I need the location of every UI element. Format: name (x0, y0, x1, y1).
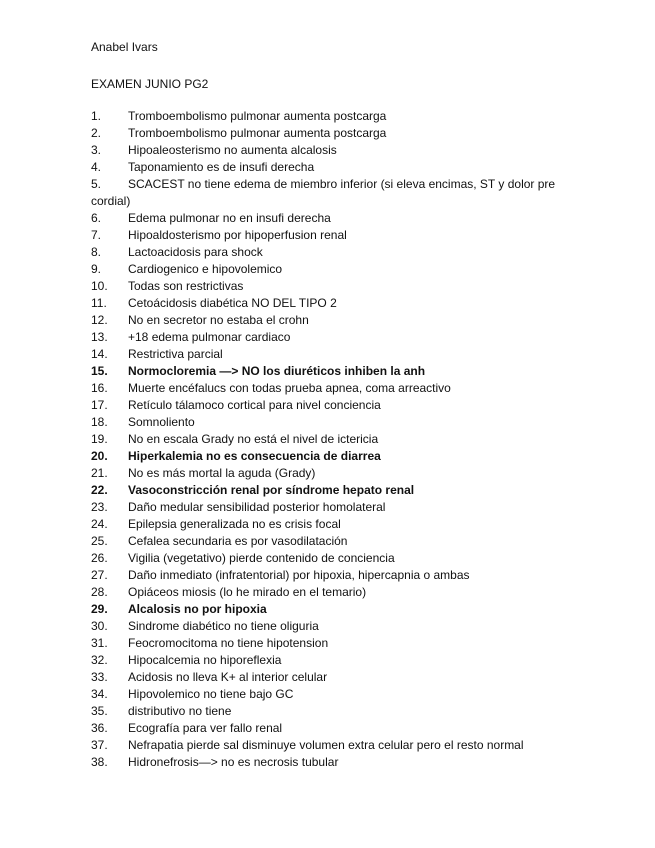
item-number: 13. (91, 330, 108, 344)
item-text: Normocloremia —> NO los diuréticos inhiben la anh (128, 364, 426, 378)
item-number: 4. (91, 160, 102, 174)
list-item (91, 533, 561, 550)
item-number: 35. (91, 704, 108, 718)
item-number: 2. (91, 126, 102, 140)
item-text: Cetoácidosis diabética NO DEL TIPO 2 (128, 296, 337, 310)
item-number: 16. (91, 381, 108, 395)
list-item (91, 278, 561, 295)
item-number: 34. (91, 687, 108, 701)
list-item (91, 176, 561, 210)
list-item (91, 159, 561, 176)
item-text: Somnoliento (128, 415, 195, 429)
item-number: 30. (91, 619, 108, 633)
item-text: Todas son restrictivas (128, 279, 244, 293)
list-item (91, 142, 561, 159)
item-text: Acidosis no lleva K+ al interior celular (128, 670, 328, 684)
list-item (91, 686, 561, 703)
list-item (91, 567, 561, 584)
item-number: 14. (91, 347, 108, 361)
item-number: 1. (91, 109, 102, 123)
item-number: 15. (91, 364, 108, 378)
item-text: Restrictiva parcial (128, 347, 223, 361)
list-item (91, 329, 561, 346)
item-text: Muerte encéfalucs con todas prueba apnea, coma arreactivo (128, 381, 451, 395)
item-number: 17. (91, 398, 108, 412)
item-text: Tromboembolismo pulmonar aumenta postcarga (128, 126, 387, 140)
item-text: Opiáceos miosis (lo he mirado en el temario) (128, 585, 367, 599)
list-item (91, 754, 561, 771)
exam-title: EXAMEN JUNIO PG2 (91, 77, 209, 91)
list-item (91, 210, 561, 227)
list-item (91, 669, 561, 686)
item-text: Ecografía para ver fallo renal (128, 721, 283, 735)
item-text: Nefrapatia pierde sal disminuye volumen extra celular pero el resto normal (128, 738, 524, 752)
item-text: Lactoacidosis para shock (128, 245, 263, 259)
list-item (91, 363, 561, 380)
list-item (91, 448, 561, 465)
list-item (91, 720, 561, 737)
list-item (91, 414, 561, 431)
author-name: Anabel Ivars (91, 40, 158, 54)
list-item (91, 397, 561, 414)
item-number: 21. (91, 466, 108, 480)
list-item (91, 465, 561, 482)
list-item (91, 125, 561, 142)
item-text: Alcalosis no por hipoxia (128, 602, 267, 616)
item-number: 27. (91, 568, 108, 582)
item-number: 7. (91, 228, 102, 242)
item-text: No en secretor no estaba el crohn (128, 313, 309, 327)
item-text: Hipoaldosterismo por hipoperfusion renal (128, 228, 347, 242)
list-item (91, 584, 561, 601)
list-item (91, 635, 561, 652)
item-number: 9. (91, 262, 102, 276)
list-item (91, 261, 561, 278)
list-item (91, 295, 561, 312)
item-number: 20. (91, 449, 108, 463)
list-item (91, 652, 561, 669)
item-number: 6. (91, 211, 102, 225)
item-text: Vigilia (vegetativo) pierde contenido de conciencia (128, 551, 395, 565)
item-text: Retículo tálamoco cortical para nivel conciencia (128, 398, 381, 412)
item-number: 8. (91, 245, 102, 259)
item-text: Daño medular sensibilidad posterior homolateral (128, 500, 386, 514)
item-text: Taponamiento es de insufi derecha (128, 160, 315, 174)
item-text: Hidronefrosis—> no es necrosis tubular (128, 755, 339, 769)
item-number: 36. (91, 721, 108, 735)
item-text: Hipocalcemia no hiporeflexia (128, 653, 282, 667)
list-item (91, 482, 561, 499)
item-number: 11. (91, 296, 107, 310)
list-item (91, 108, 561, 125)
item-text: distributivo no tiene (128, 704, 232, 718)
item-text: Hiperkalemia no es consecuencia de diarrea (128, 449, 381, 463)
item-number: 18. (91, 415, 108, 429)
item-text: Epilepsia generalizada no es crisis focal (128, 517, 341, 531)
list-item (91, 516, 561, 533)
item-number: 23. (91, 500, 108, 514)
item-text: No es más mortal la aguda (Grady) (128, 466, 316, 480)
item-text: Tromboembolismo pulmonar aumenta postcarga (128, 109, 387, 123)
list-item (91, 312, 561, 329)
item-text: Hipovolemico no tiene bajo GC (128, 687, 294, 701)
list-item (91, 703, 561, 720)
item-number: 37. (91, 738, 108, 752)
list-item (91, 227, 561, 244)
list-item (91, 550, 561, 567)
item-text: Vasoconstricción renal por síndrome hepato renal (128, 483, 415, 497)
item-text: Edema pulmonar no en insufi derecha (128, 211, 331, 225)
item-number: 25. (91, 534, 108, 548)
list-item (91, 244, 561, 261)
item-number: 38. (91, 755, 108, 769)
item-text: SCACEST no tiene edema de miembro inferior (si eleva encimas, ST y dolor pre cordial) (91, 177, 556, 208)
item-text: Feocromocitoma no tiene hipotension (128, 636, 329, 650)
list-item (91, 618, 561, 635)
list-item (91, 380, 561, 397)
item-text: +18 edema pulmonar cardiaco (128, 330, 291, 344)
item-number: 5. (91, 177, 102, 191)
list-item (91, 737, 561, 754)
item-number: 29. (91, 602, 108, 616)
answer-list (91, 108, 561, 771)
item-text: Cefalea secundaria es por vasodilatación (128, 534, 348, 548)
item-number: 26. (91, 551, 108, 565)
item-number: 12. (91, 313, 108, 327)
item-number: 28. (91, 585, 108, 599)
item-text: Hipoaleosterismo no aumenta alcalosis (128, 143, 337, 157)
item-number: 32. (91, 653, 108, 667)
item-number: 10. (91, 279, 108, 293)
item-number: 22. (91, 483, 108, 497)
list-item (91, 499, 561, 516)
item-number: 19. (91, 432, 108, 446)
item-number: 3. (91, 143, 102, 157)
item-text: Daño inmediato (infratentorial) por hipoxia, hipercapnia o ambas (128, 568, 470, 582)
item-number: 31. (91, 636, 108, 650)
item-text: No en escala Grady no está el nivel de ictericia (128, 432, 379, 446)
item-number: 33. (91, 670, 108, 684)
item-number: 24. (91, 517, 108, 531)
item-text: Sindrome diabético no tiene oliguria (128, 619, 319, 633)
item-text: Cardiogenico e hipovolemico (128, 262, 283, 276)
list-item (91, 601, 561, 618)
list-item (91, 431, 561, 448)
list-item (91, 346, 561, 363)
